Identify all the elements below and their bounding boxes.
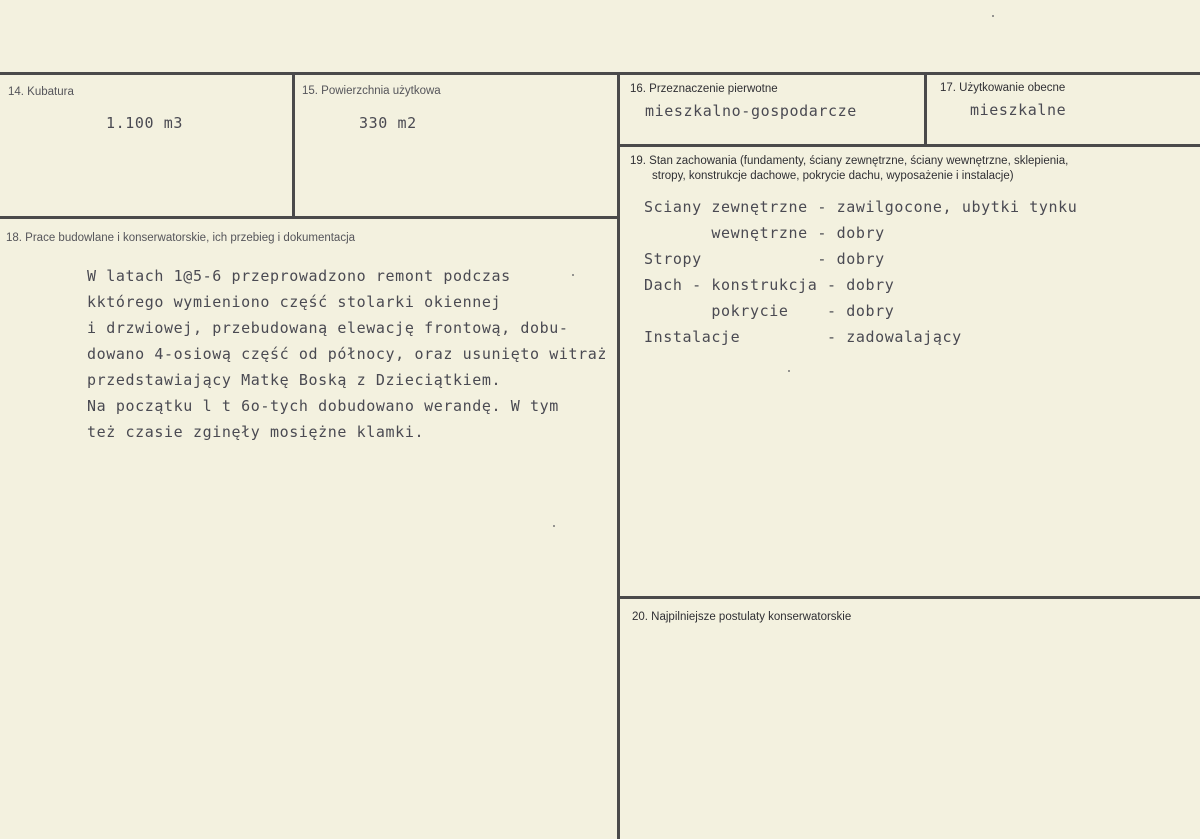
right-lower-rule [620, 596, 1200, 599]
field-18-line: też czasie zginęły mosiężne klamki. [87, 423, 425, 441]
right-upper-rule [620, 144, 1200, 147]
field-19-line: wewnętrzne - dobry [644, 224, 885, 242]
field-18-line: Na początku l t 6o-tych dobudowano werandę. W tym [87, 397, 559, 415]
field-19-line: Sciany zewnętrzne - zawilgocone, ubytki tynku [644, 198, 1078, 216]
field-20-label: 20. Najpilniejsze postulaty konserwatorskie [632, 611, 852, 623]
field-16-label: 16. Przeznaczenie pierwotne [630, 83, 778, 95]
field-19-label-line-1: 19. Stan zachowania (fundamenty, ściany zewnętrzne, ściany wewnętrzne, sklepienia, [630, 155, 1069, 167]
field-17-value: mieszkalne [970, 101, 1067, 119]
field-18-label: 18. Prace budowlane i konserwatorskie, ich przebieg i dokumentacja [6, 232, 356, 244]
field-16-value: mieszkalno-gospodarcze [645, 102, 857, 120]
field-19-line: Stropy - dobry [644, 250, 885, 268]
paper-speck [572, 274, 574, 276]
field-14-value: 1.100 m3 [106, 114, 184, 132]
field-18-line: W latach 1@5-6 przeprowadzono remont podczas [87, 267, 511, 285]
paper-speck [788, 370, 790, 372]
field-15-label: 15. Powierzchnia użytkowa [302, 85, 441, 97]
field-17-label: 17. Użytkowanie obecne [940, 82, 1066, 94]
field-14-label: 14. Kubatura [8, 86, 74, 98]
field-18-line: dowano 4-osiową część od północy, oraz usunięto witraż [87, 345, 608, 363]
left-middle-rule [0, 216, 620, 219]
field-18-line: kktórego wymieniono część stolarki okiennej [87, 293, 502, 311]
field-19-line: Dach - konstrukcja - dobry [644, 276, 895, 294]
field-19-line: Instalacje - zadowalający [644, 328, 962, 346]
divider-16-17 [924, 72, 927, 146]
field-18-line: przedstawiający Matkę Boską z Dzieciątkiem. [87, 371, 502, 389]
paper-speck [992, 15, 994, 17]
field-15-value: 330 m2 [359, 114, 417, 132]
center-divider [617, 72, 620, 839]
top-rule [0, 72, 1200, 75]
divider-14-15 [292, 72, 295, 218]
field-19-label-line-2: stropy, konstrukcje dachowe, pokrycie dachu, wyposażenie i instalacje) [652, 170, 1014, 182]
paper-speck [553, 525, 555, 527]
field-19-line: pokrycie - dobry [644, 302, 895, 320]
field-18-line: i drzwiowej, przebudowaną elewację frontową, dobu- [87, 319, 569, 337]
